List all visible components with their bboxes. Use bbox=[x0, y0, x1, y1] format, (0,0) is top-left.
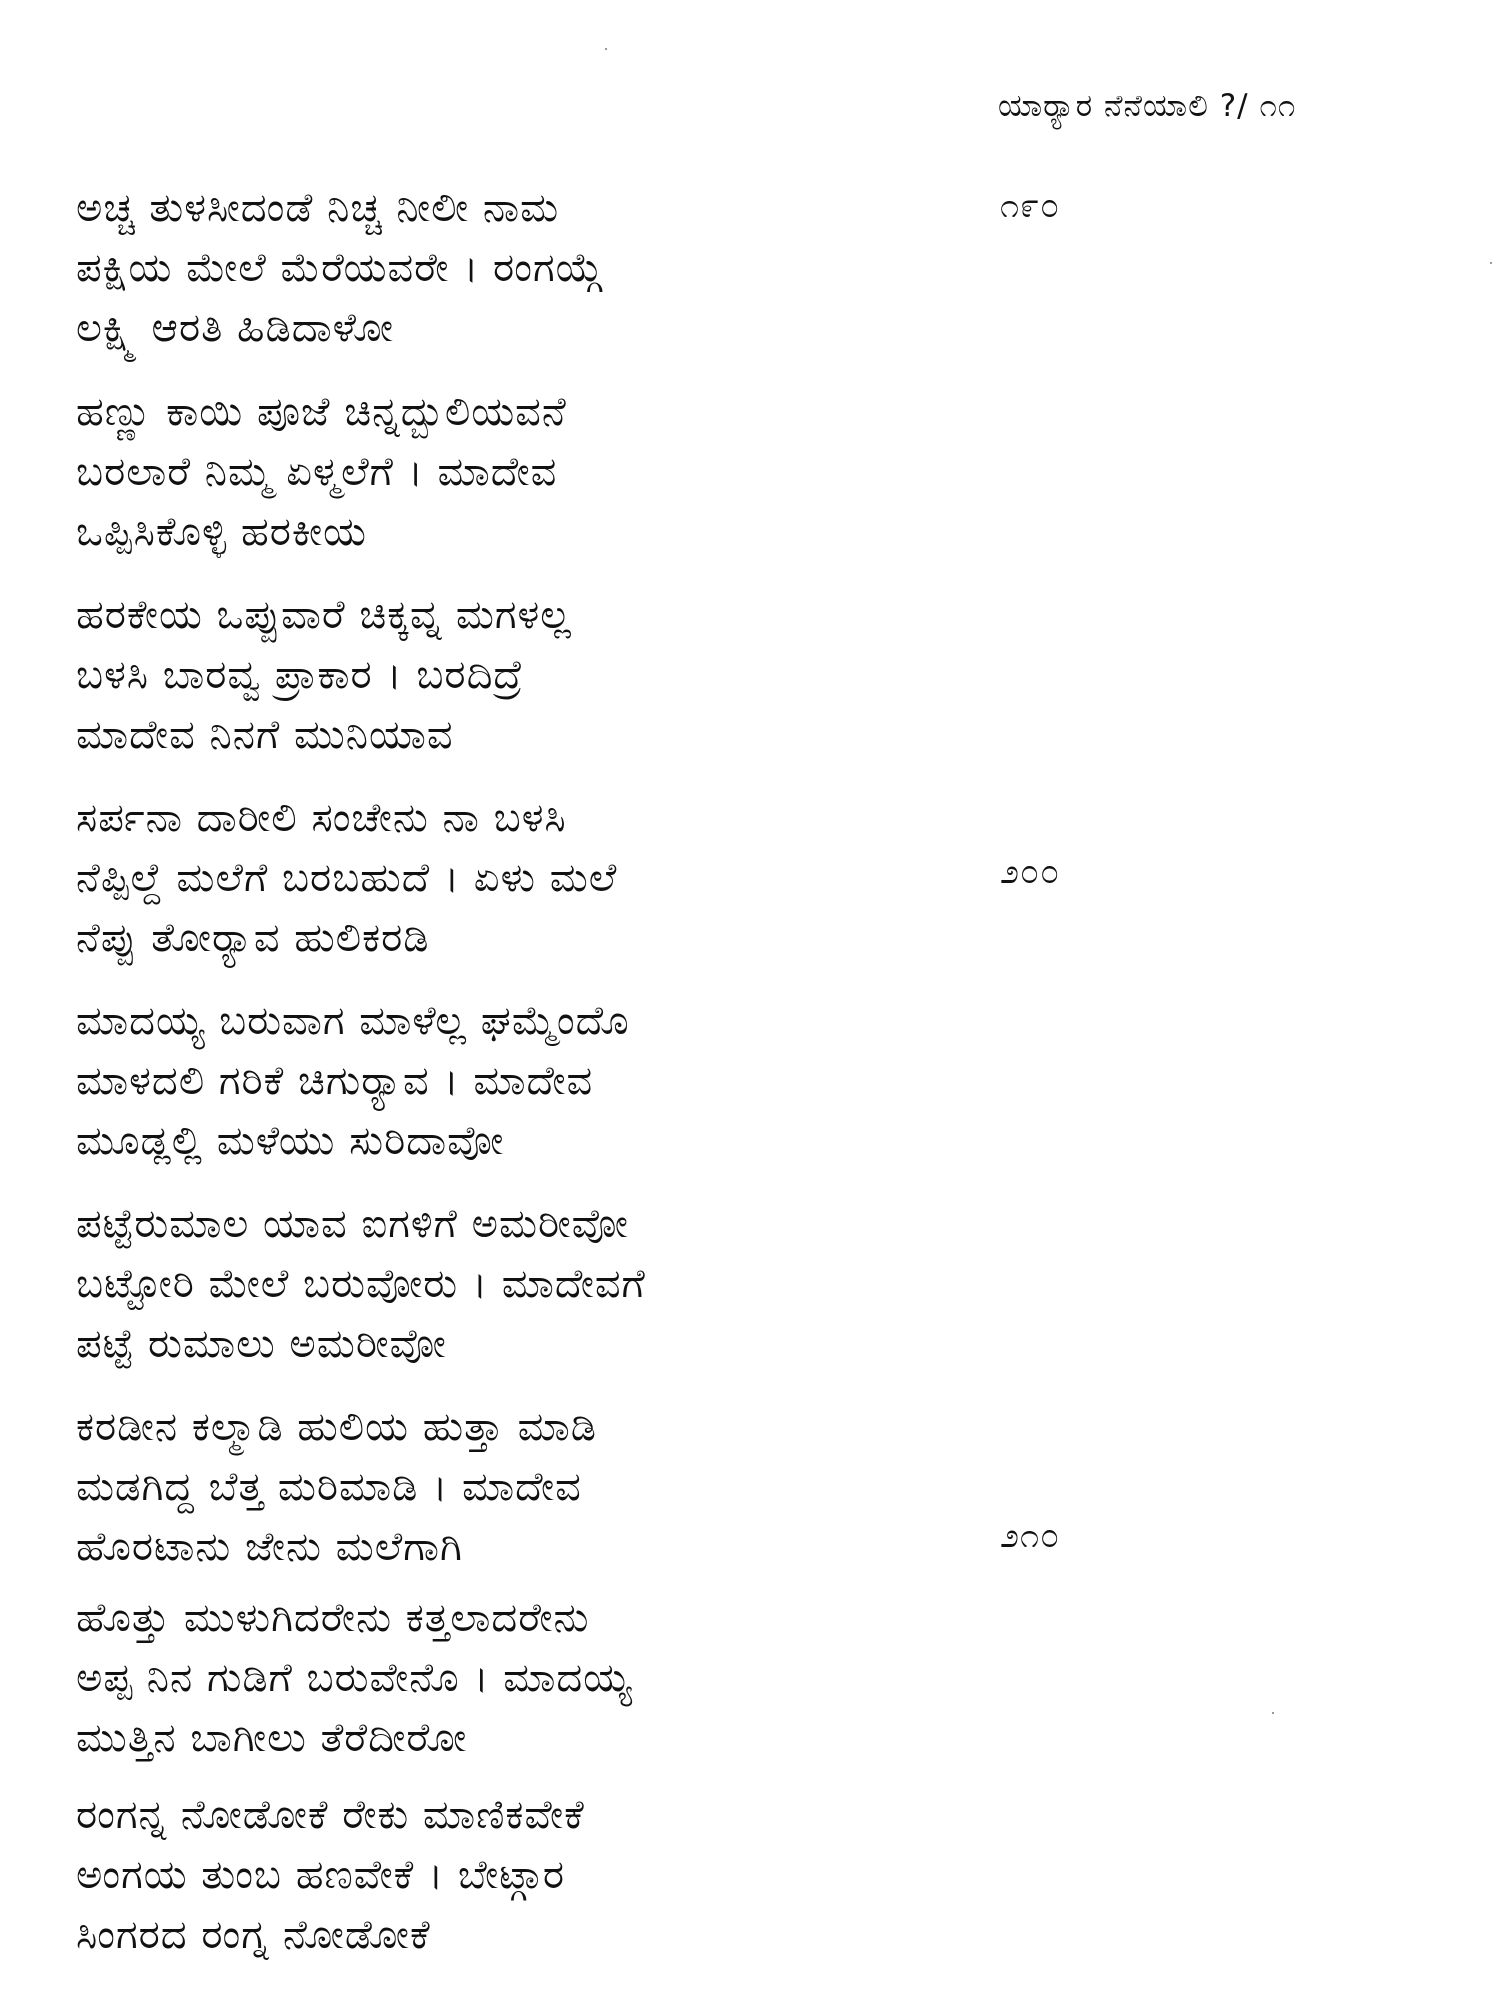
scan-speck bbox=[605, 48, 607, 50]
stanza bbox=[76, 788, 976, 968]
verse-line: ಸಿಂಗರದ ರಂಗ್ನ ನೋಡೋಕೆ bbox=[76, 1912, 431, 1958]
verse-line: ಲಕ್ಷ್ಮಿ ಆರತಿ ಹಿಡಿದಾಳೋ bbox=[76, 305, 395, 351]
verse-number: ೧೯೦ bbox=[1000, 186, 1061, 226]
verse-line: ಬರಲಾರೆ ನಿಮ್ಮ ಏಳ್ಮಲೆಗೆ । ಮಾದೇವ bbox=[76, 449, 558, 495]
verse-line: ಬಟ್ಟೋರಿ ಮೇಲೆ ಬರುವೋರು । ಮಾದೇವಗೆ bbox=[76, 1261, 646, 1307]
verse-line: ಅಪ್ಪ ನಿನ ಗುಡಿಗೆ ಬರುವೇನೊ । ಮಾದಯ್ಯ bbox=[76, 1655, 633, 1701]
verse-line: ನೆಪ್ಪಿಲ್ದೆ ಮಲೆಗೆ ಬರಬಹುದೆ । ಏಳು ಮಲೆ bbox=[76, 855, 618, 901]
stanza bbox=[76, 1194, 976, 1374]
stanza bbox=[76, 991, 976, 1171]
verse-line: ಕರಡೀನ ಕಲ್ಮಾಡಿ ಹುಲಿಯ ಹುತ್ತಾ ಮಾಡಿ bbox=[76, 1404, 597, 1450]
verse-line: ಹಣ್ಣು ಕಾಯಿ ಪೂಜೆ ಚಿನ್ನದ್ಬುಲಿಯವನೆ bbox=[76, 389, 567, 435]
verse-line: ಹೊರಟಾನು ಜೇನು ಮಲೆಗಾಗಿ bbox=[76, 1524, 463, 1570]
stanza bbox=[76, 585, 976, 765]
running-header: ಯಾರ್‍ಯಾರ ನೆನೆಯಾಲಿ ?/ ೧೧ bbox=[998, 88, 1297, 124]
verse-line: ಹೊತ್ತು ಮುಳುಗಿದರೇನು ಕತ್ತಲಾದರೇನು bbox=[76, 1595, 590, 1641]
verse-line: ನೆಪ್ಪು ತೋರ್‍ಯಾವ ಹುಲಿಕರಡಿ bbox=[76, 915, 430, 961]
verse-line: ಹರಕೇಯ ಒಪ್ಪುವಾರೆ ಚಿಕ್ಕವ್ನ ಮಗಳಲ್ಲ bbox=[76, 592, 572, 638]
verse-line: ಒಪ್ಪಿಸಿಕೊಳ್ಳಿ ಹರಕೀಯ bbox=[76, 509, 367, 555]
verse-number: ೨೦೦ bbox=[1000, 852, 1061, 892]
verse-line: ಮಡಗಿದ್ದ ಬೆತ್ತ ಮರಿಮಾಡಿ । ಮಾದೇವ bbox=[76, 1464, 582, 1510]
stanza bbox=[76, 382, 976, 562]
verse-line: ಅಂಗಯ ತುಂಬ ಹಣವೇಕೆ । ಬೇಟ್ಗಾರ bbox=[76, 1852, 566, 1898]
verse-number: ೨೧೦ bbox=[1000, 1516, 1061, 1556]
stanza bbox=[76, 178, 976, 358]
verse-line: ಮಾದೇವ ನಿನಗೆ ಮುನಿಯಾವ bbox=[76, 712, 454, 758]
verse-line: ಮೂಡ್ಲಲ್ಲಿ ಮಳೆಯು ಸುರಿದಾವೋ bbox=[76, 1118, 505, 1164]
verse-line: ಪಟ್ಟೆರುಮಾಲ ಯಾವ ಐಗಳಿಗೆ ಅಮರೀವೋ bbox=[76, 1201, 629, 1247]
verse-line: ಮಾಳದಲಿ ಗರಿಕೆ ಚಿಗುರ್‍ಯಾವ । ಮಾದೇವ bbox=[76, 1058, 594, 1104]
verse-line: ಅಚ್ಚ ತುಳಸೀದಂಡೆ ನಿಚ್ಚ ನೀಲೀ ನಾಮ bbox=[76, 185, 560, 231]
scan-speck bbox=[1490, 262, 1492, 264]
verse-line: ಬಳಸಿ ಬಾರವ್ವ ಪ್ರಾಕಾರ । ಬರದಿದ್ರೆ bbox=[76, 652, 524, 698]
verse-line: ರಂಗನ್ನ ನೋಡೋಕೆ ರೇಕು ಮಾಣಿಕವೇಕೆ bbox=[76, 1792, 585, 1838]
stanza bbox=[76, 1588, 976, 1768]
verse-line: ಪಕ್ಷಿಯ ಮೇಲೆ ಮೆರೆಯವರೇ । ರಂಗಯ್ಗೆ bbox=[76, 245, 604, 291]
verse-line: ಮಾದಯ್ಯ ಬರುವಾಗ ಮಾಳೆಲ್ಲ ಘಮ್ಮೆಂದೊ bbox=[76, 998, 630, 1044]
stanza bbox=[76, 1785, 976, 1965]
stanza bbox=[76, 1397, 976, 1577]
scan-speck bbox=[1272, 1712, 1274, 1714]
verse-line: ಪಟ್ಟೆ ರುಮಾಲು ಅಮರೀವೋ bbox=[76, 1321, 447, 1367]
verse-line: ಮುತ್ತಿನ ಬಾಗೀಲು ತೆರೆದೀರೋ bbox=[76, 1715, 468, 1761]
verse-line: ಸರ್ಪನಾ ದಾರೀಲಿ ಸಂಚೇನು ನಾ ಬಳಸಿ bbox=[76, 795, 567, 841]
